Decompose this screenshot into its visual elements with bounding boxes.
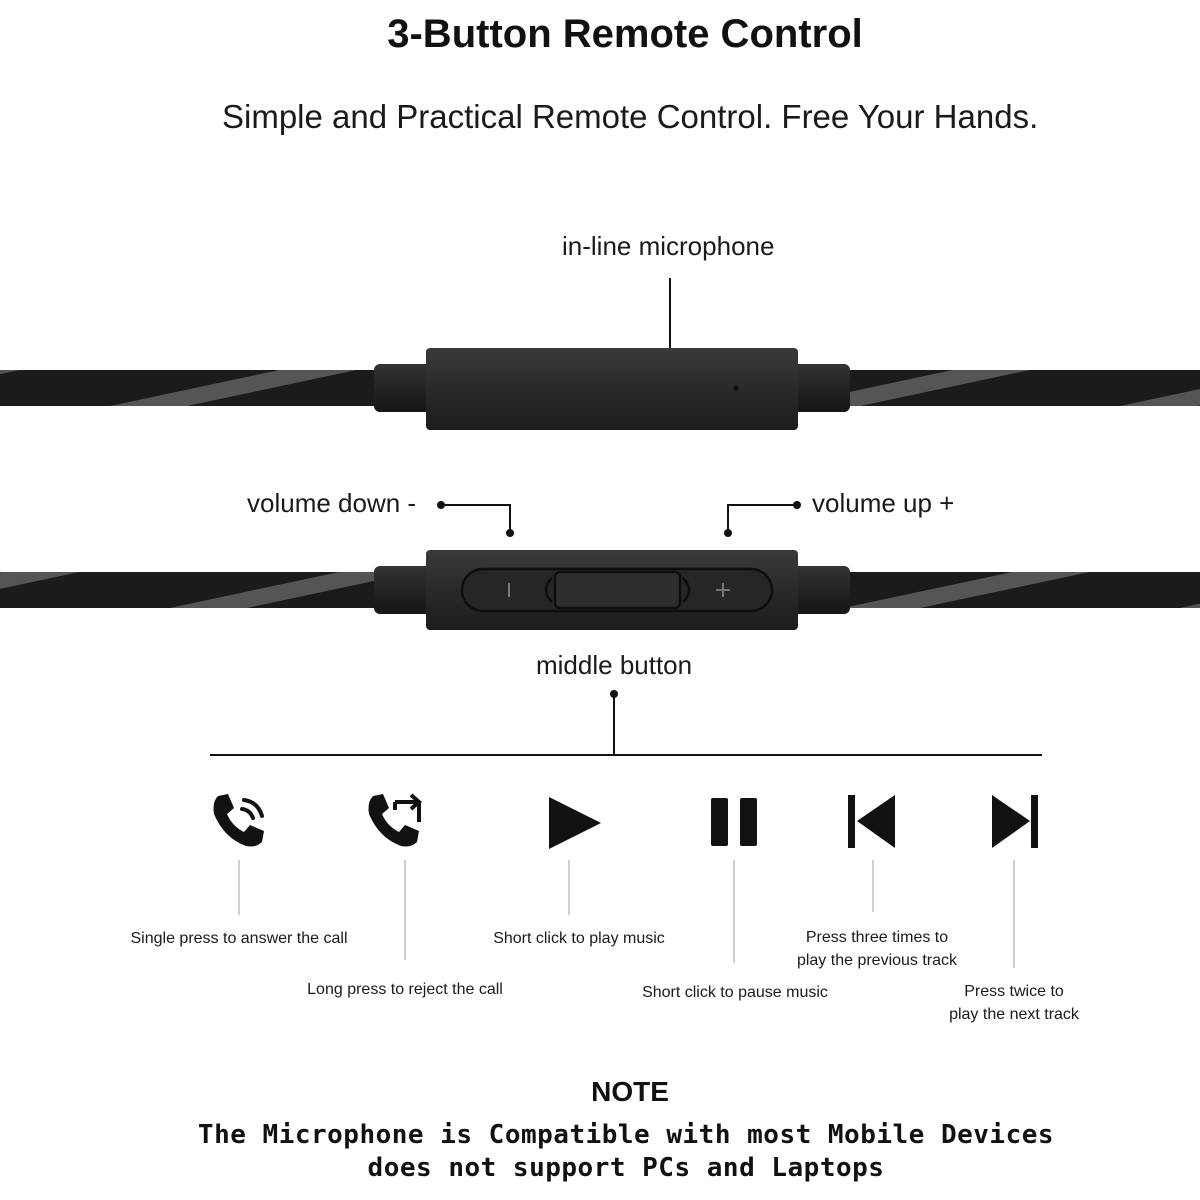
middle-button-label: middle button (536, 650, 693, 680)
previous-track-description (738, 926, 1016, 972)
microphone-remote (374, 348, 850, 430)
reject-call-description: Long press to reject the call (307, 981, 503, 998)
note-title: NOTE (591, 1076, 669, 1107)
previous-track-line-2: play the previous track (796, 952, 958, 969)
next-track-icon (992, 795, 1038, 848)
button-remote (374, 550, 850, 630)
volume-down-label: volume down - (247, 488, 417, 518)
middle-button-key (555, 572, 680, 608)
answer-call-description: Single press to answer the call (130, 930, 348, 947)
next-track-line-1: Press twice to (964, 983, 1064, 1000)
previous-track-line-1: Press three times to (805, 929, 949, 946)
note-line-2: does not support PCs and Laptops (367, 1153, 885, 1183)
volume-up-label: volume up + (812, 488, 955, 518)
pause-music-description: Short click to pause music (642, 984, 828, 1001)
microphone-label: in-line microphone (562, 231, 775, 261)
note-line-1: The Microphone is Compatible with most Mobile Devices (197, 1120, 1055, 1150)
phone-reject-icon (369, 794, 420, 847)
next-track-line-2: play the next track (949, 1006, 1079, 1023)
play-music-description: Short click to play music (493, 930, 665, 947)
middle-button-leader (210, 690, 1042, 755)
pause-icon (711, 798, 757, 846)
volume-down-leader (437, 501, 514, 537)
volume-up-leader (724, 501, 801, 537)
page-subtitle: Simple and Practical Remote Control. Free Your Hands. (222, 98, 1039, 135)
next-track-description (875, 980, 1153, 1026)
microphone-hole (734, 386, 739, 391)
page-title: 3-Button Remote Control (387, 12, 863, 56)
previous-track-icon (848, 795, 895, 848)
phone-answer-icon (214, 794, 265, 847)
play-icon (549, 797, 601, 849)
